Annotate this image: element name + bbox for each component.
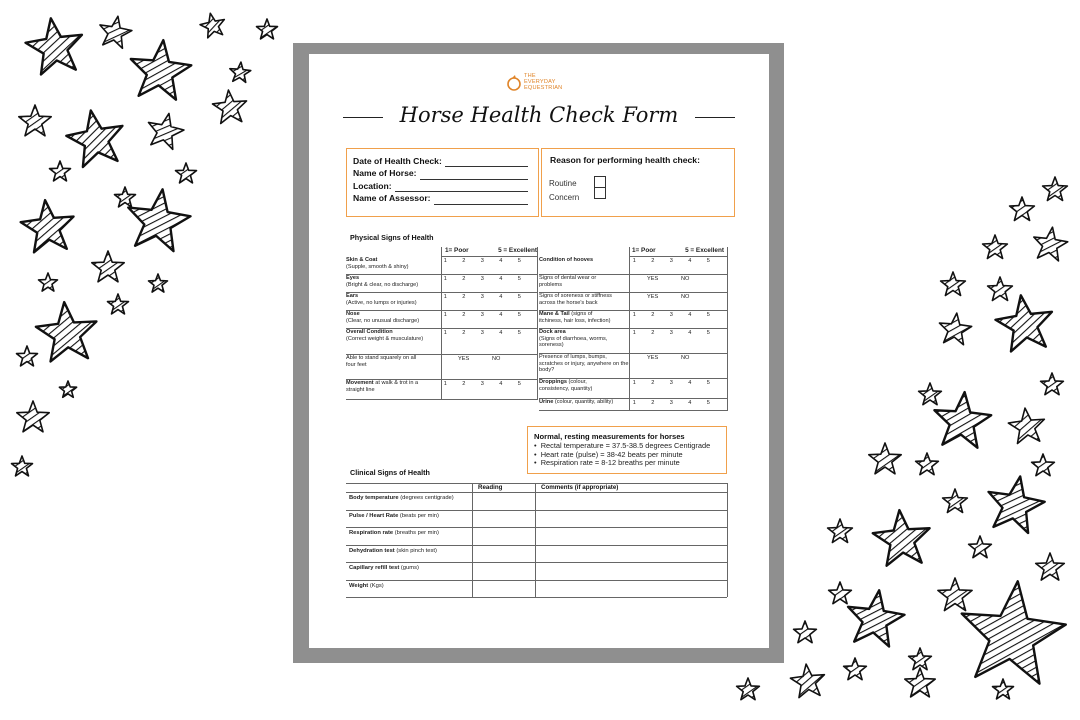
rating-option[interactable]: 4: [499, 294, 503, 300]
assessor-field[interactable]: [434, 195, 528, 205]
star-icon: [39, 273, 58, 291]
concern-checkbox[interactable]: [594, 187, 606, 199]
rating-option[interactable]: 3: [669, 400, 673, 406]
right-row-label: Presence of lumps, bumps, scratches or injury, anywhere on the body?: [539, 354, 629, 374]
left-rating-scale[interactable]: [436, 330, 529, 336]
rating-option[interactable]: 3: [480, 258, 484, 264]
rating-option[interactable]: 3: [480, 381, 484, 387]
horse-name-field[interactable]: [420, 170, 528, 180]
rating-option[interactable]: 4: [688, 312, 692, 318]
star-icon: [1036, 553, 1065, 580]
normal-item: • Respiration rate = 8-12 breaths per minute: [534, 458, 680, 468]
left-rating-scale[interactable]: [436, 381, 529, 387]
star-icon: [1032, 454, 1055, 476]
page-title: Horse Health Check Form: [399, 103, 679, 127]
clinical-row-label: Respiration rate (breaths per min): [349, 530, 439, 536]
comments-cell[interactable]: [536, 545, 726, 563]
star-icon: [737, 678, 760, 700]
date-label: Date of Health Check:: [353, 156, 442, 166]
left-rating-scale[interactable]: [436, 312, 529, 318]
star-icon: [12, 456, 33, 476]
rating-option[interactable]: 5: [706, 258, 710, 264]
right-row-label: Droppings (colour, consistency, quantity): [539, 379, 593, 392]
left-rating-scale[interactable]: [436, 294, 529, 300]
routine-label: Routine: [549, 179, 577, 188]
comments-header: Comments (if appropriate): [541, 484, 619, 491]
rating-option[interactable]: 2: [651, 312, 655, 318]
rating-option[interactable]: 4: [688, 258, 692, 264]
rating-option[interactable]: 5: [517, 276, 521, 282]
reading-cell[interactable]: [473, 510, 535, 528]
rating-option[interactable]: 1: [443, 276, 447, 282]
rating-option[interactable]: 3: [480, 276, 484, 282]
star-icon: [905, 668, 935, 697]
right-rating-scale[interactable]: [625, 400, 718, 406]
rating-option[interactable]: 4: [499, 330, 503, 336]
rating-option[interactable]: 4: [688, 380, 692, 386]
right-no-option[interactable]: NO: [681, 355, 690, 361]
assessor-label: Name of Assessor:: [353, 193, 431, 204]
scale-header: 1= Poor 5 = Excellent: [632, 247, 724, 254]
star-icon: [983, 235, 1008, 259]
rating-option[interactable]: 1: [443, 381, 447, 387]
left-rating-scale[interactable]: [436, 276, 529, 282]
clinical-row-rule: [346, 597, 727, 598]
star-icon: [108, 294, 129, 314]
reading-header: Reading: [478, 484, 503, 491]
clinical-signs-table: [346, 483, 727, 599]
logo-text: THE EVERYDAY EQUESTRIAN: [524, 73, 563, 92]
reading-cell[interactable]: [473, 562, 535, 580]
star-icon: [17, 346, 38, 366]
horse-head-icon: [507, 74, 521, 92]
left-row-label: Eyes (Bright & clear, no discharge): [346, 275, 419, 288]
col-divider: [537, 247, 538, 400]
star-icon: [789, 662, 826, 698]
col-divider: [535, 483, 536, 597]
star-icon: [919, 383, 942, 405]
star-icon: [19, 105, 51, 136]
title-rule-right: [695, 117, 735, 118]
date-field[interactable]: [445, 157, 528, 167]
rating-option[interactable]: 2: [651, 258, 655, 264]
rating-option[interactable]: 5: [706, 380, 710, 386]
reading-cell[interactable]: [473, 527, 535, 545]
rating-option[interactable]: 3: [480, 294, 484, 300]
rating-option[interactable]: 1: [632, 312, 636, 318]
right-row-label: Signs of soreness or stiffness across the horse's back: [539, 293, 612, 306]
rating-option[interactable]: 5: [517, 381, 521, 387]
star-icon: [909, 648, 932, 670]
right-row-label: Mane & Tail (signs of itchiness, hair loss, infection): [539, 311, 611, 324]
comments-cell[interactable]: [536, 527, 726, 545]
reading-cell[interactable]: [473, 492, 535, 510]
right-yes-option[interactable]: YES: [647, 276, 659, 282]
reading-cell[interactable]: [473, 545, 535, 563]
star-icon: [937, 311, 972, 345]
col-divider: [472, 483, 473, 597]
header-rule: [629, 256, 727, 257]
location-label: Location:: [353, 180, 392, 191]
star-icon: [916, 453, 939, 475]
star-icon: [59, 381, 76, 397]
rating-option[interactable]: 4: [688, 330, 692, 336]
comments-cell[interactable]: [536, 580, 726, 598]
rating-option[interactable]: 3: [669, 312, 673, 318]
comments-cell[interactable]: [536, 510, 726, 528]
rating-option[interactable]: 4: [499, 276, 503, 282]
star-icon: [63, 106, 129, 169]
right-row-rule: [539, 410, 727, 411]
star-icon: [829, 582, 852, 604]
details-box: [346, 148, 539, 217]
physical-signs-table: [346, 247, 727, 417]
star-icon: [794, 621, 817, 643]
star-icon: [828, 519, 853, 543]
star-icon: [115, 187, 136, 207]
star-icon: [50, 161, 71, 181]
right-row-label: Urine (colour, quantity, ability): [539, 399, 614, 405]
star-icon: [1043, 177, 1068, 201]
col-divider: [441, 247, 442, 400]
rating-option[interactable]: 1: [632, 258, 636, 264]
rating-option[interactable]: 4: [499, 381, 503, 387]
comments-cell[interactable]: [536, 562, 726, 580]
star-icon: [92, 251, 124, 282]
normal-item: • Heart rate (pulse) = 38-42 beats per minute: [534, 449, 683, 459]
normal-heading: Normal, resting measurements for horses: [534, 432, 685, 441]
star-icon: [97, 13, 134, 49]
rating-option[interactable]: 5: [517, 258, 521, 264]
left-row-label: Able to stand squarely on all four feet: [346, 355, 417, 368]
right-no-option[interactable]: NO: [681, 276, 690, 282]
left-row-label: Overall Condition (Correct weight & musculature): [346, 329, 424, 342]
rating-option[interactable]: 5: [517, 312, 521, 318]
star-icon: [988, 277, 1013, 301]
left-row-label: Skin & Coat (Supple, smooth & shiny): [346, 257, 409, 270]
rating-option[interactable]: 2: [462, 276, 466, 282]
star-icon: [23, 14, 87, 76]
title-row: [343, 102, 735, 132]
col-divider: [727, 483, 728, 597]
rating-option[interactable]: 1: [443, 312, 447, 318]
star-icon: [993, 291, 1057, 353]
right-rating-scale[interactable]: [625, 312, 718, 318]
rating-option[interactable]: 1: [443, 330, 447, 336]
rating-option[interactable]: 5: [517, 294, 521, 300]
col-divider: [629, 247, 630, 411]
rating-option[interactable]: 1: [632, 380, 636, 386]
rating-option[interactable]: 5: [517, 330, 521, 336]
right-yes-option[interactable]: YES: [647, 294, 659, 300]
rating-option[interactable]: 2: [462, 258, 466, 264]
rating-option[interactable]: 1: [632, 400, 636, 406]
clinical-row-label: Weight (Kgs): [349, 582, 384, 589]
left-no-option[interactable]: NO: [492, 356, 501, 362]
right-row-label: Condition of hooves: [539, 257, 594, 263]
comments-cell[interactable]: [536, 492, 726, 510]
clinical-row-label: Dehydration test (skin pinch test): [349, 547, 437, 554]
location-field[interactable]: [395, 182, 528, 192]
rating-option[interactable]: 5: [706, 330, 710, 336]
rating-option[interactable]: 1: [443, 258, 447, 264]
star-icon: [1041, 373, 1064, 395]
form-page: [309, 54, 769, 648]
right-rating-scale[interactable]: [625, 258, 718, 264]
scale-header: 1= Poor 5 = Excellent: [445, 247, 537, 254]
clinical-row-label: Capillary refill test (gums): [349, 565, 419, 571]
rating-option[interactable]: 3: [669, 330, 673, 336]
rating-option[interactable]: 4: [499, 258, 503, 264]
left-yes-option[interactable]: YES: [458, 356, 470, 362]
star-icon: [34, 299, 100, 362]
star-icon: [941, 272, 966, 296]
rating-option[interactable]: 2: [651, 330, 655, 336]
star-icon: [1007, 406, 1047, 444]
star-icon: [931, 390, 993, 449]
rating-option[interactable]: 3: [669, 380, 673, 386]
star-icon: [229, 61, 252, 83]
reading-cell[interactable]: [473, 580, 535, 598]
left-rating-scale[interactable]: [436, 258, 529, 264]
star-icon: [993, 679, 1014, 699]
star-icon: [943, 489, 968, 513]
rating-option[interactable]: 5: [706, 312, 710, 318]
normal-measurements-box: [527, 426, 727, 474]
rating-option[interactable]: 2: [651, 400, 655, 406]
rating-option[interactable]: 3: [480, 312, 484, 318]
star-icon: [149, 274, 168, 292]
horse-name-label: Name of Horse:: [353, 168, 417, 179]
star-icon: [127, 37, 194, 101]
right-row-label: Signs of dental wear or problems: [539, 275, 597, 288]
left-row-label: Ears (Active, no lumps or injuries): [346, 293, 417, 306]
star-icon: [198, 11, 227, 39]
rating-option[interactable]: 4: [688, 400, 692, 406]
right-no-option[interactable]: NO: [681, 294, 690, 300]
rating-option[interactable]: 5: [706, 400, 710, 406]
star-icon: [1010, 197, 1035, 221]
rating-option[interactable]: 2: [462, 294, 466, 300]
col-divider: [727, 247, 728, 411]
rating-option[interactable]: 2: [651, 380, 655, 386]
star-icon: [257, 19, 278, 39]
concern-label: Concern: [549, 193, 580, 202]
star-icon: [211, 89, 248, 124]
left-row-label: Movement at walk & trot in a straight line: [346, 380, 419, 393]
star-icon: [869, 443, 901, 474]
rating-option[interactable]: 1: [443, 294, 447, 300]
right-rating-scale[interactable]: [625, 380, 718, 386]
star-icon: [983, 472, 1049, 535]
rating-option[interactable]: 1: [632, 330, 636, 336]
physical-heading: Physical Signs of Health: [350, 233, 434, 242]
right-row-label: Dock area (Signs of diarrhoea, worms, soreness): [539, 329, 608, 349]
star-icon: [1031, 225, 1069, 262]
star-icon: [176, 163, 197, 183]
reason-heading: Reason for performing health check:: [550, 155, 700, 165]
right-yes-option[interactable]: YES: [647, 355, 659, 361]
reason-box: [541, 148, 735, 217]
header-rule-top: [346, 483, 727, 484]
star-icon: [938, 578, 972, 611]
rating-option[interactable]: 3: [669, 258, 673, 264]
header-rule: [441, 256, 537, 257]
rating-option[interactable]: 4: [499, 312, 503, 318]
star-icon: [843, 586, 907, 648]
star-icon: [17, 401, 49, 432]
clinical-row-label: Body temperature (degrees centigrade): [349, 495, 454, 501]
clinical-heading: Clinical Signs of Health: [350, 468, 430, 477]
star-icon: [844, 658, 867, 680]
rating-option[interactable]: 2: [462, 330, 466, 336]
normal-item: • Rectal temperature = 37.5-38.5 degrees Centigrade: [534, 441, 711, 450]
star-icon: [871, 508, 933, 567]
clinical-row-label: Pulse / Heart Rate (beats per min): [349, 512, 439, 519]
rating-option[interactable]: 3: [480, 330, 484, 336]
star-icon: [144, 110, 187, 151]
rating-option[interactable]: 2: [462, 312, 466, 318]
star-icon: [955, 576, 1069, 686]
star-icon: [19, 197, 77, 253]
star-icon: [969, 536, 992, 558]
rating-option[interactable]: 2: [462, 381, 466, 387]
right-rating-scale[interactable]: [625, 330, 718, 336]
left-row-label: Nose (Clear, no unusual discharge): [346, 311, 420, 324]
